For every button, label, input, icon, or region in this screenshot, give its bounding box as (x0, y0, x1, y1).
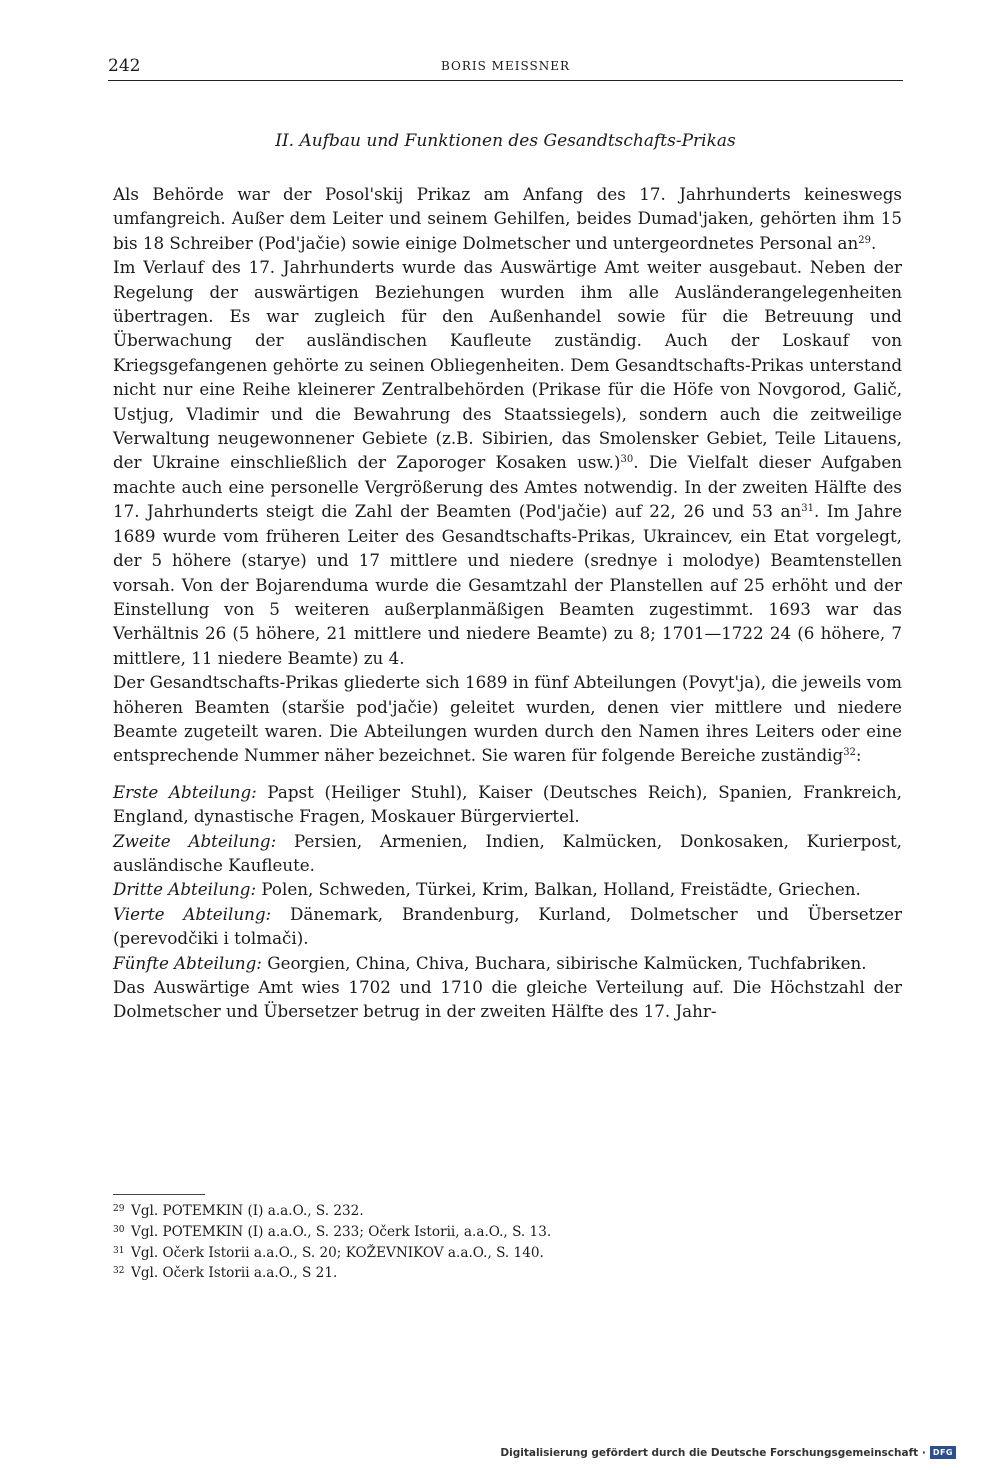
department-text: Georgien, China, Chiva, Buchara, sibirische Kalmücken, Tuchfabriken. (261, 952, 867, 973)
footnote-ref-32: 32 (843, 747, 856, 759)
paragraph-1-text: Als Behörde war der Posol'skij Prikaz am Anfang des 17. Jahrhunderts keineswegs umfangreich. Außer dem Leiter und seinem Gehilfen, beides Dumad'jaken, gehörten ihm 15 bis 18 Schreiber (Pod'jačie) sowie einige Dolmetscher und untergeordnetes Personal an (113, 184, 902, 253)
department-label: Fünfte Abteilung: (113, 952, 262, 973)
department-text: Papst (Heiliger Stuhl), Kaiser (Deutsches Reich), Spanien, Frankreich, England, dynastische Fragen, Moskauer Bürgerviertel. (113, 781, 902, 827)
closing-paragraph: Das Auswärtige Amt wies 1702 und 1710 die gleiche Verteilung auf. Die Höchstzahl der Dolmetscher und Übersetzer betrug in der zweiten Hälfte des 17. Jahr- (113, 977, 902, 1022)
paragraph-2 (113, 255, 902, 670)
footnote (113, 1200, 813, 1221)
footnote-number: 30 (113, 1224, 125, 1235)
footnote-ref-29: 29 (858, 234, 871, 246)
footnote-text: Vgl. Očerk Istorii a.a.O., S. 20; KOŽEVNIKOV a.a.O., S. 140. (131, 1244, 544, 1261)
department-label: Vierte Abteilung: (113, 903, 272, 924)
footnote-rule (113, 1194, 205, 1195)
department-label: Zweite Abteilung: (113, 830, 277, 851)
footnote (113, 1242, 813, 1263)
footnote-ref-31: 31 (801, 503, 814, 515)
paragraph-2-text-c: . Im Jahre 1689 wurde vom früheren Leiter des Gesandtschafts-Prikas, Ukraincev, ein Etat vorgelegt, der 5 höhere (starye) und 17 mittlere und niedere (srednye i molodye) Beamtenstellen vorsah. Von der Bojarenduma wurde die Gesamtzahl der Planstellen auf 25 erhöht und der Einstellung von 5 weiteren außerplanmäßigen Beamten zugestimmt. 1693 war das Verhältnis 26 (5 höhere, 21 mittlere und niedere Beamte) zu 8; 1701—1722 24 (6 höhere, 7 mittlere, 11 niedere Beamte) zu 4. (113, 501, 902, 668)
department-list (113, 780, 902, 975)
footnote-text: Vgl. POTEMKIN (I) a.a.O., S. 232. (131, 1203, 364, 1219)
department-item (113, 829, 902, 878)
footnote-ref-30: 30 (620, 454, 634, 466)
department-text: Persien, Armenien, Indien, Kalmücken, Donkosaken, Kurierpost, ausländische Kaufleute. (113, 830, 902, 875)
paragraph-3-tail: : (855, 745, 862, 766)
department-item (113, 780, 902, 829)
paragraph-2-text-b: . Die Vielfalt dieser Aufgaben machte auch eine personelle Vergrößerung des Amtes notwendig. In der zweiten Hälfte des 17. Jahrhunderts steigt die Zahl der Beamten (Pod'jačie) auf 22, 26 und 53 an (113, 452, 902, 522)
footnote-number: 29 (113, 1204, 125, 1214)
header-rule (108, 80, 903, 81)
paragraph-3-text: Der Gesandtschafts-Prikas gliederte sich 1689 in fünf Abteilungen (Povyt'ja), die jeweils vom höheren Beamten (staršie pod'jačie) geleitet wurden, denen vier mittlere und niedere Beamte zugeteilt waren. Die Abteilungen wurden durch den Namen ihres Leiters oder eine entsprechende Nummer näher bezeichnet. Sie waren für folgende Bereiche zuständig (113, 672, 902, 766)
footnote-number: 31 (113, 1245, 125, 1256)
department-label: Erste Abteilung: (113, 781, 257, 802)
department-label: Dritte Abteilung: (113, 879, 257, 900)
paragraph-3 (113, 670, 902, 768)
department-item (113, 877, 902, 901)
section-heading: II. Aufbau und Funktionen des Gesandtschafts-Prikas (275, 131, 736, 151)
department-text: Dänemark, Brandenburg, Kurland, Dolmetscher und Übersetzer (perevodčiki i tolmači). (113, 903, 902, 949)
department-text: Polen, Schweden, Türkei, Krim, Balkan, Holland, Freistädte, Griechen. (256, 879, 861, 900)
footnotes (113, 1200, 813, 1283)
footnote-text: Vgl. POTEMKIN (I) a.a.O., S. 233; Očerk Istorii, a.a.O., S. 13. (131, 1223, 552, 1240)
department-item (113, 951, 902, 975)
footnote-number: 32 (113, 1266, 125, 1277)
digitization-credit (500, 1446, 956, 1459)
credit-text: Digitalisierung gefördert durch die Deutsche Forschungsgemeinschaft · (500, 1446, 926, 1459)
running-head: BORIS MEISSNER (440, 59, 570, 73)
page-number: 242 (108, 56, 141, 76)
footnote (113, 1262, 813, 1283)
department-item (113, 902, 902, 951)
paragraph-1 (113, 182, 902, 255)
paragraph-1-tail: . (871, 232, 877, 253)
footnote (113, 1221, 813, 1242)
body-text (113, 182, 902, 1024)
dfg-logo-icon: DFG (930, 1446, 956, 1459)
page-header (108, 56, 903, 82)
paragraph-2-text-a: Im Verlauf des 17. Jahrhunderts wurde das Auswärtige Amt weiter ausgebaut. Neben der Regelung der auswärtigen Beziehungen wurden ihm alle Ausländerangelegenheiten übertragen. Es war zugleich für den Außenhandel sowie für die Betreuung und Überwachung der ausländischen Kaufleute zuständig. Auch der Loskauf von Kriegsgefangenen gehörte zu seinen Obliegenheiten. Dem Gesandtschafts-Prikas unterstand nicht nur eine Reihe kleinerer Zentralbehörden (Prikase für die Höfe von Novgorod, Galič, Ustjug, Vladimir und die Bewahrung des Staatssiegels), sondern auch die zeitweilige Verwaltung neugewonnener Gebiete (z.B. Sibirien, das Smolensker Gebiet, Teile Litauens, der Ukraine einschließlich der Zaporoger Kosaken usw.) (113, 257, 902, 473)
footnote-text: Vgl. Očerk Istorii a.a.O., S 21. (131, 1265, 338, 1282)
